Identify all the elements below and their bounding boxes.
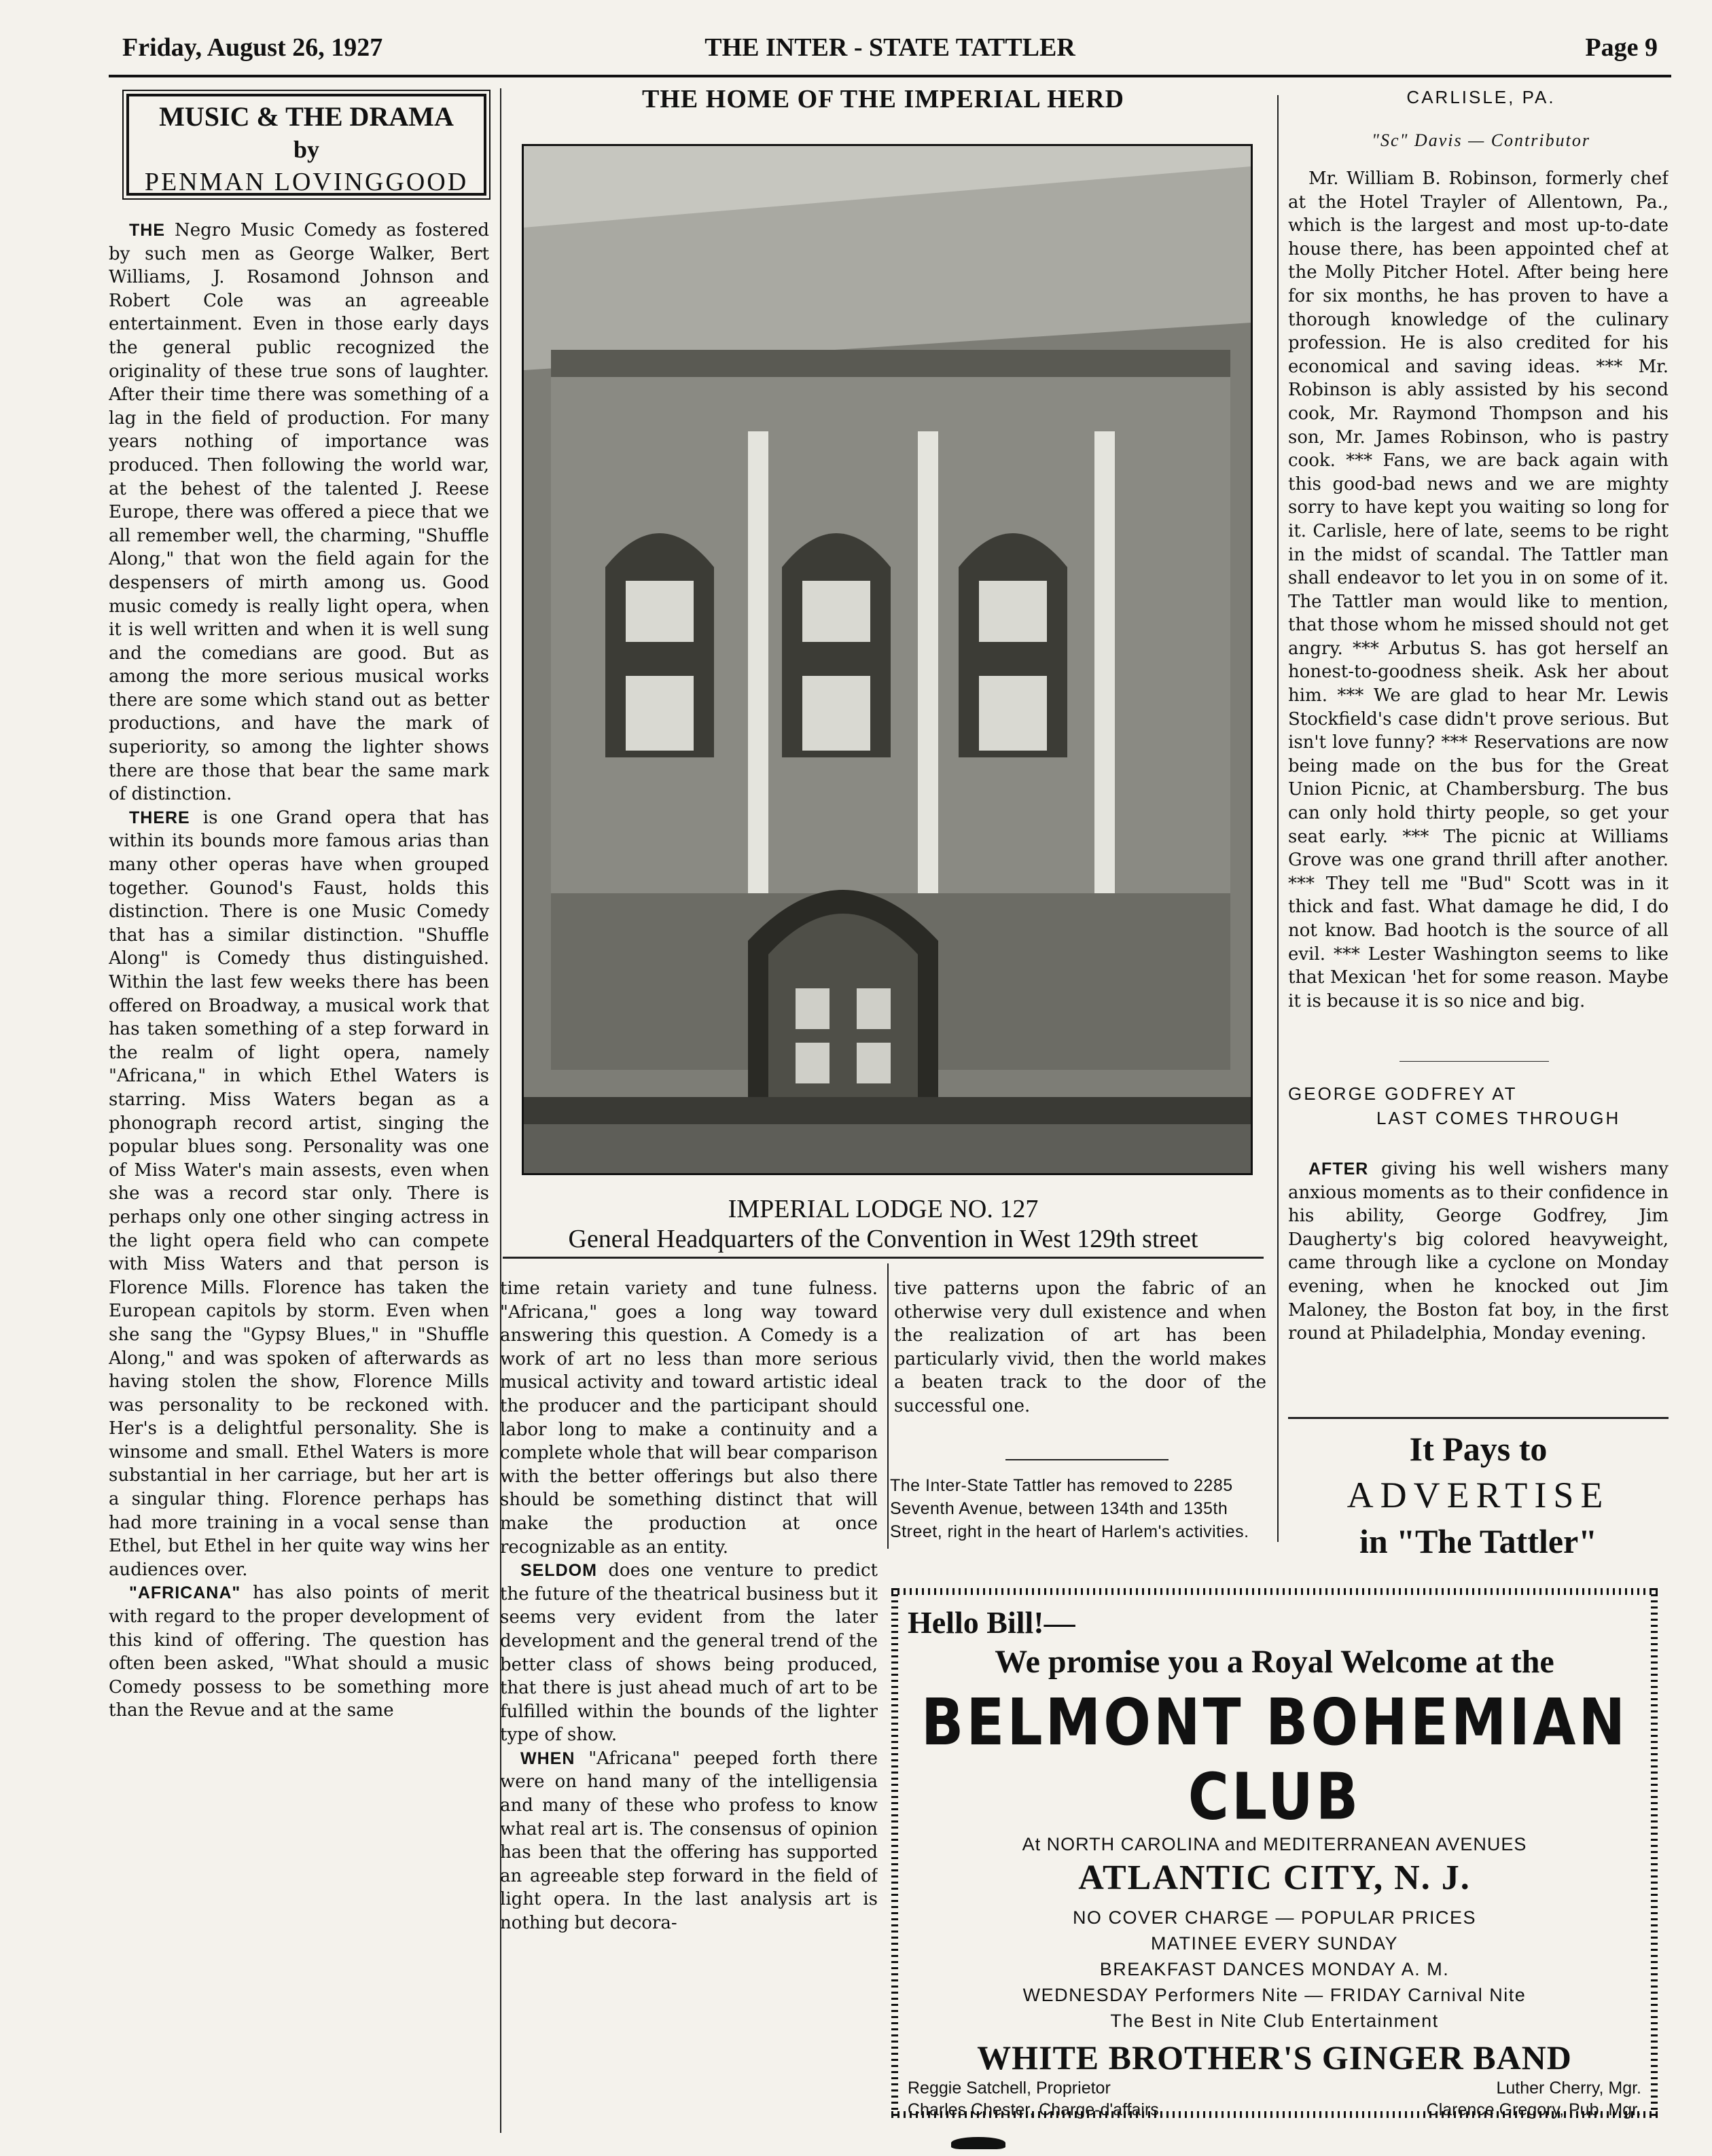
- music-byline: by: [293, 136, 320, 163]
- ad-staff-left: Charles Chester, Charge-d'affairs: [908, 2100, 1159, 2119]
- paragraph-lead: THE: [129, 221, 165, 240]
- ad-staff-row: [908, 2077, 1641, 2099]
- ad-staff-right: Luther Cherry, Mgr.: [1496, 2079, 1641, 2098]
- article-paragraph: tive patterns upon the fabric of an otherwise very dull existence and when the realization of art has been particularly vivid, then the world makes a beaten track to the door of the successful one.: [894, 1278, 1266, 1416]
- ad-line: The Best in Nite Club Entertainment: [1110, 2011, 1439, 2031]
- music-article-col2: [500, 1277, 878, 2133]
- column-rule: [1277, 95, 1279, 1542]
- paper-name: THE INTER - STATE TATTLER: [705, 33, 1075, 62]
- ad-line: MATINEE EVERY SUNDAY: [1150, 1933, 1399, 1954]
- godfrey-article: [1288, 1157, 1669, 1402]
- godfrey-heading-line1: GEORGE GODFREY AT: [1288, 1083, 1518, 1104]
- ad-staff-row: [908, 2099, 1641, 2121]
- music-article-col3: [894, 1277, 1266, 1454]
- photo-heading: THE HOME OF THE IMPERIAL HERD: [642, 85, 1124, 113]
- column-rule: [887, 1263, 889, 1549]
- issue-date: Friday, August 26, 1927: [122, 33, 383, 62]
- carlisle-article: [1288, 167, 1669, 1054]
- ad-line: NO COVER CHARGE — POPULAR PRICES: [1072, 1907, 1477, 1928]
- photo-bottom-rule: [503, 1257, 1264, 1259]
- paragraph-lead: WHEN: [520, 1748, 575, 1768]
- ad-greeting: Hello Bill!—: [908, 1605, 1075, 1640]
- godfrey-heading: [1288, 1081, 1669, 1130]
- music-heading: MUSIC & THE DRAMA: [159, 101, 454, 132]
- ad-address: At NORTH CAROLINA and MEDITERRANEAN AVENUES: [1022, 1834, 1527, 1854]
- paragraph-lead: SELDOM: [520, 1561, 597, 1581]
- pays-top-rule: [1288, 1417, 1669, 1419]
- moved-notice: The Inter-State Tattler has removed to 2285 Seventh Avenue, between 134th and 135th Street, right in the heart of Harlem's activities.: [890, 1476, 1249, 1541]
- ad-staff-left: Reggie Satchell, Proprietor: [908, 2079, 1111, 2098]
- article-paragraph: Mr. William B. Robinson, formerly chef at the Hotel Trayler of Allentown, Pa., which is the largest and most up-to-date house there, has been appointed chef at the Molly Pitcher Hotel. After being here for six months, he has proven to have a thorough knowledge of the culinary profession. He is also credited for his economical and saving ideas. *** Mr. Robinson is ably assisted by his second cook, Mr. Raymond Thompson and his son, Mr. James Robinson, who is pastry cook. *** Fans, we are back again with this good-bad news and we are mighty sorry to have kept you waiting so long for it. Carlisle, here of late, seems to be right in the midst of scandal. The Tattler man shall endeavor to let you in on some of it. The Tattler man would like to mention, that those whom he missed should not get angry. *** Arbutus S. has got herself an honest-to-goodness sheik. Ask her about him. *** We are glad to hear Mr. Lewis Stockfield's case didn't prove serious. But isn't love funny? *** Reservations are now being made on the bus for the Great Union Picnic, at Chambersburg. The bus can only hold thirty people, so get your seat early. *** The picnic at Williams Grove was one grand thrill after another. *** They tell me "Bud" Scott was in it thick and fast. What damage he did, I do not know. Bad hootch is the source of all evil. *** Lester Washington seems to like that Mexican 'het for some reason. Maybe it is because it is so nice and big.: [1288, 168, 1669, 1011]
- music-article-col1: [109, 219, 489, 2131]
- ad-city: ATLANTIC CITY, N. J.: [1078, 1858, 1471, 1897]
- ad-club-name: BELMONT BOHEMIAN CLUB: [921, 1685, 1628, 1835]
- masthead: [109, 27, 1671, 77]
- paragraph-lead: THERE: [129, 808, 190, 827]
- ad-promise: We promise you a Royal Welcome at the: [995, 1644, 1554, 1680]
- paragraph-lead: "AFRICANA": [129, 1583, 241, 1603]
- footer-ornament: [951, 2137, 1005, 2149]
- belmont-club-ad: [885, 1581, 1664, 2125]
- article-paragraph: SELDOM does one venture to predict the future of the theatrical business but it seems very evident from the later development and the general trend of the better class of shows being produced, that there is just ahead much of art to be fulfilled within the bounds of the lighter type of show.: [500, 1560, 878, 1746]
- ad-band-name: WHITE BROTHER'S GINGER BAND: [977, 2038, 1572, 2077]
- article-paragraph: time retain variety and tune fulness. "Africana," goes a long way toward answering this question. A Comedy is a work of art no less than more serious musical activity and toward artistic ideal the producer and the participant should labor long to make a continuity and a complete whole that will bear comparison with the better offerings but also there should be something distinct that will make the production at once recognizable as an entity.: [500, 1278, 878, 1558]
- photo-caption-title: IMPERIAL LODGE NO. 127: [728, 1195, 1039, 1223]
- paragraph-lead: AFTER: [1308, 1160, 1369, 1179]
- article-paragraph: "AFRICANA" has also points of merit with regard to the proper development of this kind of offering. The question has often been asked, "What should a music Comedy possess to be something more than the Revue and at the same: [109, 1583, 489, 1721]
- pays-to-advertise: [1288, 1426, 1669, 1564]
- music-heading-box: [126, 94, 486, 196]
- page-number: Page 9: [1585, 33, 1658, 62]
- pays-line3: in "The Tattler": [1359, 1522, 1597, 1560]
- photo-caption: [503, 1194, 1264, 1254]
- notice-separator: [1005, 1459, 1169, 1460]
- ad-line: BREAKFAST DANCES MONDAY A. M.: [1099, 1959, 1450, 1979]
- pays-line1: It Pays to: [1409, 1430, 1548, 1468]
- carlisle-contributor: "Sc" Davis — Contributor: [1372, 130, 1590, 150]
- lodge-photo: [522, 144, 1253, 1175]
- article-paragraph: THE Negro Music Comedy as fostered by such men as George Walker, Bert Williams, J. Rosamond Johnson and Robert Cole was an agreeable entertainment. Even in those early days the general public recognized the originality of these true sons of laughter. After their time there was something of a lag in the field of production. For many years nothing of importance was produced. Then following the world war, at the behest of the talented J. Reese Europe, there was offered a piece that we all remember well, the charming, "Shuffle Along," that won the field again for the despensers of mirth among us. Good music comedy is really light opera, when it is well written and when it is well sung and the comedians are good. But as among the more serious musical works there are some which stand out as better productions, and have the mark of superiority, so among the lighter shows there are those that bear the same mark of distinction.: [109, 220, 489, 805]
- godfrey-heading-line2: LAST COMES THROUGH: [1376, 1108, 1621, 1128]
- article-paragraph: THERE is one Grand opera that has within its bounds more famous arias than many other operas have when grouped together. Gounod's Faust, holds this distinction. There is one Music Comedy that has a similar distinction. "Shuffle Along" is Comedy thus distinguished. Within the last few weeks there has been offered on Broadway, a musical work that has taken something of a step forward in the realm of light opera, namely "Africana," in which Ethel Waters is starring. Miss Waters began as a phonograph record artist, singing the popular blues song. Personality was one of Miss Water's main assests, even when she was a record star only. There is perhaps only one other singing actress in the light opera field who can compete with Miss Waters and that person is Florence Mills. Florence has taken the European capitols by storm. Even when she sang the "Gypsy Blues," in "Shuffle Along," and was spoken of afterwards as having stolen the show, Florence Mills was personality to be reckoned with. Her's is a delightful personality. She is winsome and small. Ethel Waters is more substantial in her carriage, but her art is a singular thing. Florence perhaps has had more training in a vocal sense than Ethel, but Ethel in her quite way wins her audiences over.: [109, 807, 489, 1580]
- lodge-building-image: [524, 146, 1251, 1173]
- carlisle-end-rule: [1399, 1061, 1549, 1062]
- carlisle-heading: CARLISLE, PA.: [1406, 87, 1556, 107]
- pays-line2: ADVERTISE: [1347, 1475, 1610, 1515]
- article-paragraph: AFTER giving his well wishers many anxious moments as to their confidence in his ability, George Godfrey, Jim Daugherty's big colored heavyweight, came through like a cyclone on Monday evening, when he knocked out Jim Maloney, the Boston fat boy, in the first round at Philadelphia, Monday evening.: [1288, 1159, 1669, 1344]
- article-paragraph: WHEN "Africana" peeped forth there were on hand many of the intelligensia and many of these who profess to know what real art is. The consensus of opinion has been that the offering has supported an agreeable step forward in the field of light opera. In the last analysis art is nothing but decora-: [500, 1748, 878, 1934]
- ad-line: WEDNESDAY Performers Nite — FRIDAY Carnival Nite: [1022, 1985, 1527, 2005]
- music-author: PENMAN LOVINGGOOD: [144, 168, 469, 196]
- photo-caption-sub: General Headquarters of the Convention in West 129th street: [568, 1225, 1198, 1253]
- ad-staff-right: Clarence Gregory, Pub. Mgr.: [1426, 2100, 1641, 2119]
